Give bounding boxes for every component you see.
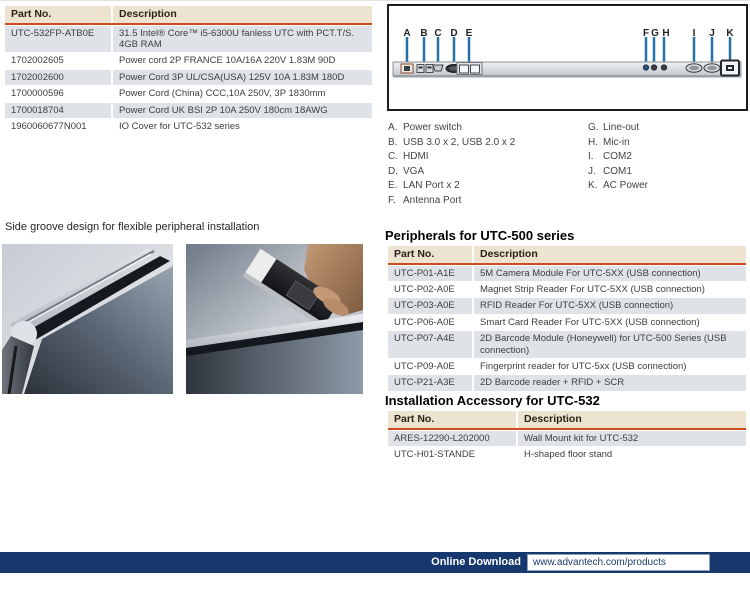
description-header: Description bbox=[474, 246, 746, 263]
legend-item bbox=[388, 137, 515, 152]
legend-key: I. bbox=[588, 151, 594, 162]
antenna-port-icon bbox=[643, 65, 648, 70]
port-legend-right bbox=[588, 122, 648, 195]
legend-label: HDMI bbox=[403, 151, 429, 162]
port-label: A bbox=[403, 28, 411, 39]
description-cell: 2D Barcode Module (Honeywell) for UTC-500 Series (USB connection) bbox=[474, 331, 746, 358]
online-download-label: Online Download bbox=[431, 556, 521, 568]
leader-lines bbox=[407, 37, 730, 63]
legend-label: Antenna Port bbox=[403, 194, 462, 206]
com2-port-icon bbox=[686, 64, 702, 73]
part-no-cell: UTC-P07-A4E bbox=[388, 331, 472, 358]
part-no-cell: UTC-P02-A0E bbox=[388, 282, 472, 297]
legend-key: D. bbox=[388, 165, 398, 177]
legend-label: COM1 bbox=[603, 165, 632, 177]
legend-key: B. bbox=[388, 136, 398, 148]
accessories-title: Installation Accessory for UTC-532 bbox=[385, 393, 600, 408]
legend-label: USB 3.0 x 2, USB 2.0 x 2 bbox=[403, 136, 516, 148]
description-cell: Wall Mount kit for UTC-532 bbox=[518, 431, 746, 446]
port-label: F bbox=[642, 28, 650, 39]
part-no-header: Part No. bbox=[388, 246, 472, 263]
lan-ports-icon bbox=[457, 63, 482, 75]
description-header: Description bbox=[518, 411, 746, 428]
port-label: D bbox=[450, 28, 458, 39]
peripherals-table bbox=[388, 246, 746, 391]
port-label: B bbox=[420, 28, 428, 39]
description-cell: Power cord 2P FRANCE 10A/16A 220V 1.83M 90D bbox=[113, 53, 372, 68]
mic-in-jack-icon bbox=[661, 65, 666, 70]
legend-key: E. bbox=[388, 180, 398, 191]
legend-key: H. bbox=[588, 136, 598, 148]
port-label: E bbox=[465, 28, 473, 39]
description-cell: Fingerprint reader for UTC-5xx (USB connection) bbox=[474, 359, 746, 374]
legend-item bbox=[388, 122, 515, 137]
table-row bbox=[388, 447, 746, 462]
legend-item bbox=[388, 151, 515, 166]
legend-label: COM2 bbox=[603, 151, 632, 162]
part-no-cell: UTC-532FP-ATB0E bbox=[5, 26, 111, 53]
table-header-row bbox=[388, 246, 746, 265]
photo-peripheral-installation bbox=[186, 244, 363, 394]
legend-label: Line-out bbox=[603, 122, 640, 133]
table-row bbox=[388, 375, 746, 390]
table-row bbox=[388, 359, 746, 374]
legend-key: K. bbox=[588, 180, 598, 191]
power-switch-icon bbox=[401, 64, 413, 73]
description-cell: Magnet Strip Reader For UTC-5XX (USB connection) bbox=[474, 282, 746, 297]
port-label: C bbox=[434, 28, 442, 39]
legend-key: C. bbox=[388, 151, 398, 162]
line-out-jack-icon bbox=[651, 65, 656, 70]
description-cell: Smart Card Reader For UTC-5XX (USB connection) bbox=[474, 315, 746, 330]
table-row bbox=[5, 103, 372, 118]
legend-label: Mic-in bbox=[603, 136, 630, 148]
table-row bbox=[388, 315, 746, 330]
legend-item bbox=[388, 166, 515, 181]
legend-item bbox=[588, 137, 648, 152]
description-cell: H-shaped floor stand bbox=[518, 447, 746, 462]
part-no-cell: 1960060677N001 bbox=[5, 119, 111, 134]
part-no-cell: UTC-H01-STANDE bbox=[388, 447, 516, 462]
port-label: J bbox=[709, 28, 715, 39]
table-row bbox=[5, 119, 372, 134]
part-no-cell: 1700000596 bbox=[5, 86, 111, 101]
port-label: G bbox=[651, 28, 659, 39]
legend-item bbox=[588, 166, 648, 181]
description-cell: IO Cover for UTC-532 series bbox=[113, 119, 372, 134]
description-cell: Power Cord UK BSI 2P 10A 250V 180cm 18AWG bbox=[113, 103, 372, 118]
legend-key: G. bbox=[588, 122, 599, 133]
legend-label: LAN Port x 2 bbox=[403, 180, 460, 191]
download-url-text[interactable]: www.advantech.com/products bbox=[533, 557, 666, 568]
port-label: H bbox=[662, 28, 670, 39]
description-header: Description bbox=[113, 6, 372, 23]
table-row bbox=[388, 331, 746, 358]
description-cell: RFID Reader For UTC-5XX (USB connection) bbox=[474, 298, 746, 313]
table-row bbox=[5, 86, 372, 101]
part-no-header: Part No. bbox=[388, 411, 516, 428]
legend-label: AC Power bbox=[603, 180, 649, 191]
legend-item bbox=[388, 180, 515, 195]
photo-side-groove-closeup bbox=[2, 244, 173, 394]
port-label: K bbox=[726, 28, 734, 39]
part-no-cell: UTC-P09-A0E bbox=[388, 359, 472, 374]
description-cell: 2D Barcode reader + RFID + SCR bbox=[474, 375, 746, 390]
table-row bbox=[388, 298, 746, 313]
legend-key: F. bbox=[388, 194, 396, 206]
part-no-cell: 1700018704 bbox=[5, 103, 111, 118]
table-row bbox=[388, 431, 746, 446]
legend-item bbox=[588, 151, 648, 166]
description-cell: Power Cord 3P UL/CSA(USA) 125V 10A 1.83M 180D bbox=[113, 70, 372, 85]
table-header-row bbox=[5, 6, 372, 25]
legend-key: J. bbox=[588, 165, 596, 177]
part-no-cell: UTC-P03-A0E bbox=[388, 298, 472, 313]
ordering-info-table bbox=[5, 6, 372, 134]
com1-port-icon bbox=[704, 64, 720, 73]
peripherals-title: Peripherals for UTC-500 series bbox=[385, 228, 575, 243]
part-no-cell: UTC-P01-A1E bbox=[388, 266, 472, 281]
table-row bbox=[5, 26, 372, 53]
port-label: I bbox=[692, 28, 696, 39]
description-cell: Power Cord (China) CCC,10A 250V, 3P 1830mm bbox=[113, 86, 372, 101]
hdmi-port-icon bbox=[433, 65, 443, 71]
table-header-row bbox=[388, 411, 746, 430]
description-cell: 31.5 Intel® Core™ i5-6300U fanless UTC with PCT.T/S. 4GB RAM bbox=[113, 26, 372, 53]
legend-key: A. bbox=[388, 122, 398, 133]
table-row bbox=[388, 282, 746, 297]
part-no-cell: 1702002605 bbox=[5, 53, 111, 68]
download-url-box[interactable] bbox=[527, 554, 710, 571]
io-ports-diagram bbox=[387, 4, 748, 111]
description-cell: 5M Camera Module For UTC-5XX (USB connection) bbox=[474, 266, 746, 281]
ac-power-inlet-icon bbox=[721, 61, 739, 76]
legend-item bbox=[588, 180, 648, 195]
legend-label: Power switch bbox=[403, 122, 462, 133]
port-legend-left bbox=[388, 122, 515, 209]
table-row bbox=[5, 70, 372, 85]
legend-label: VGA bbox=[403, 165, 425, 177]
part-no-header: Part No. bbox=[5, 6, 111, 23]
table-row bbox=[388, 266, 746, 281]
accessories-table bbox=[388, 411, 746, 462]
legend-item bbox=[388, 195, 515, 210]
part-no-cell: ARES-12290-L202000 bbox=[388, 431, 516, 446]
part-no-cell: UTC-P21-A3E bbox=[388, 375, 472, 390]
side-groove-caption: Side groove design for flexible peripheral installation bbox=[5, 221, 260, 233]
footer-bar bbox=[0, 552, 750, 573]
legend-item bbox=[588, 122, 648, 137]
part-no-cell: 1702002600 bbox=[5, 70, 111, 85]
table-row bbox=[5, 53, 372, 68]
part-no-cell: UTC-P06-A0E bbox=[388, 315, 472, 330]
port-strip-graphic bbox=[389, 6, 746, 109]
